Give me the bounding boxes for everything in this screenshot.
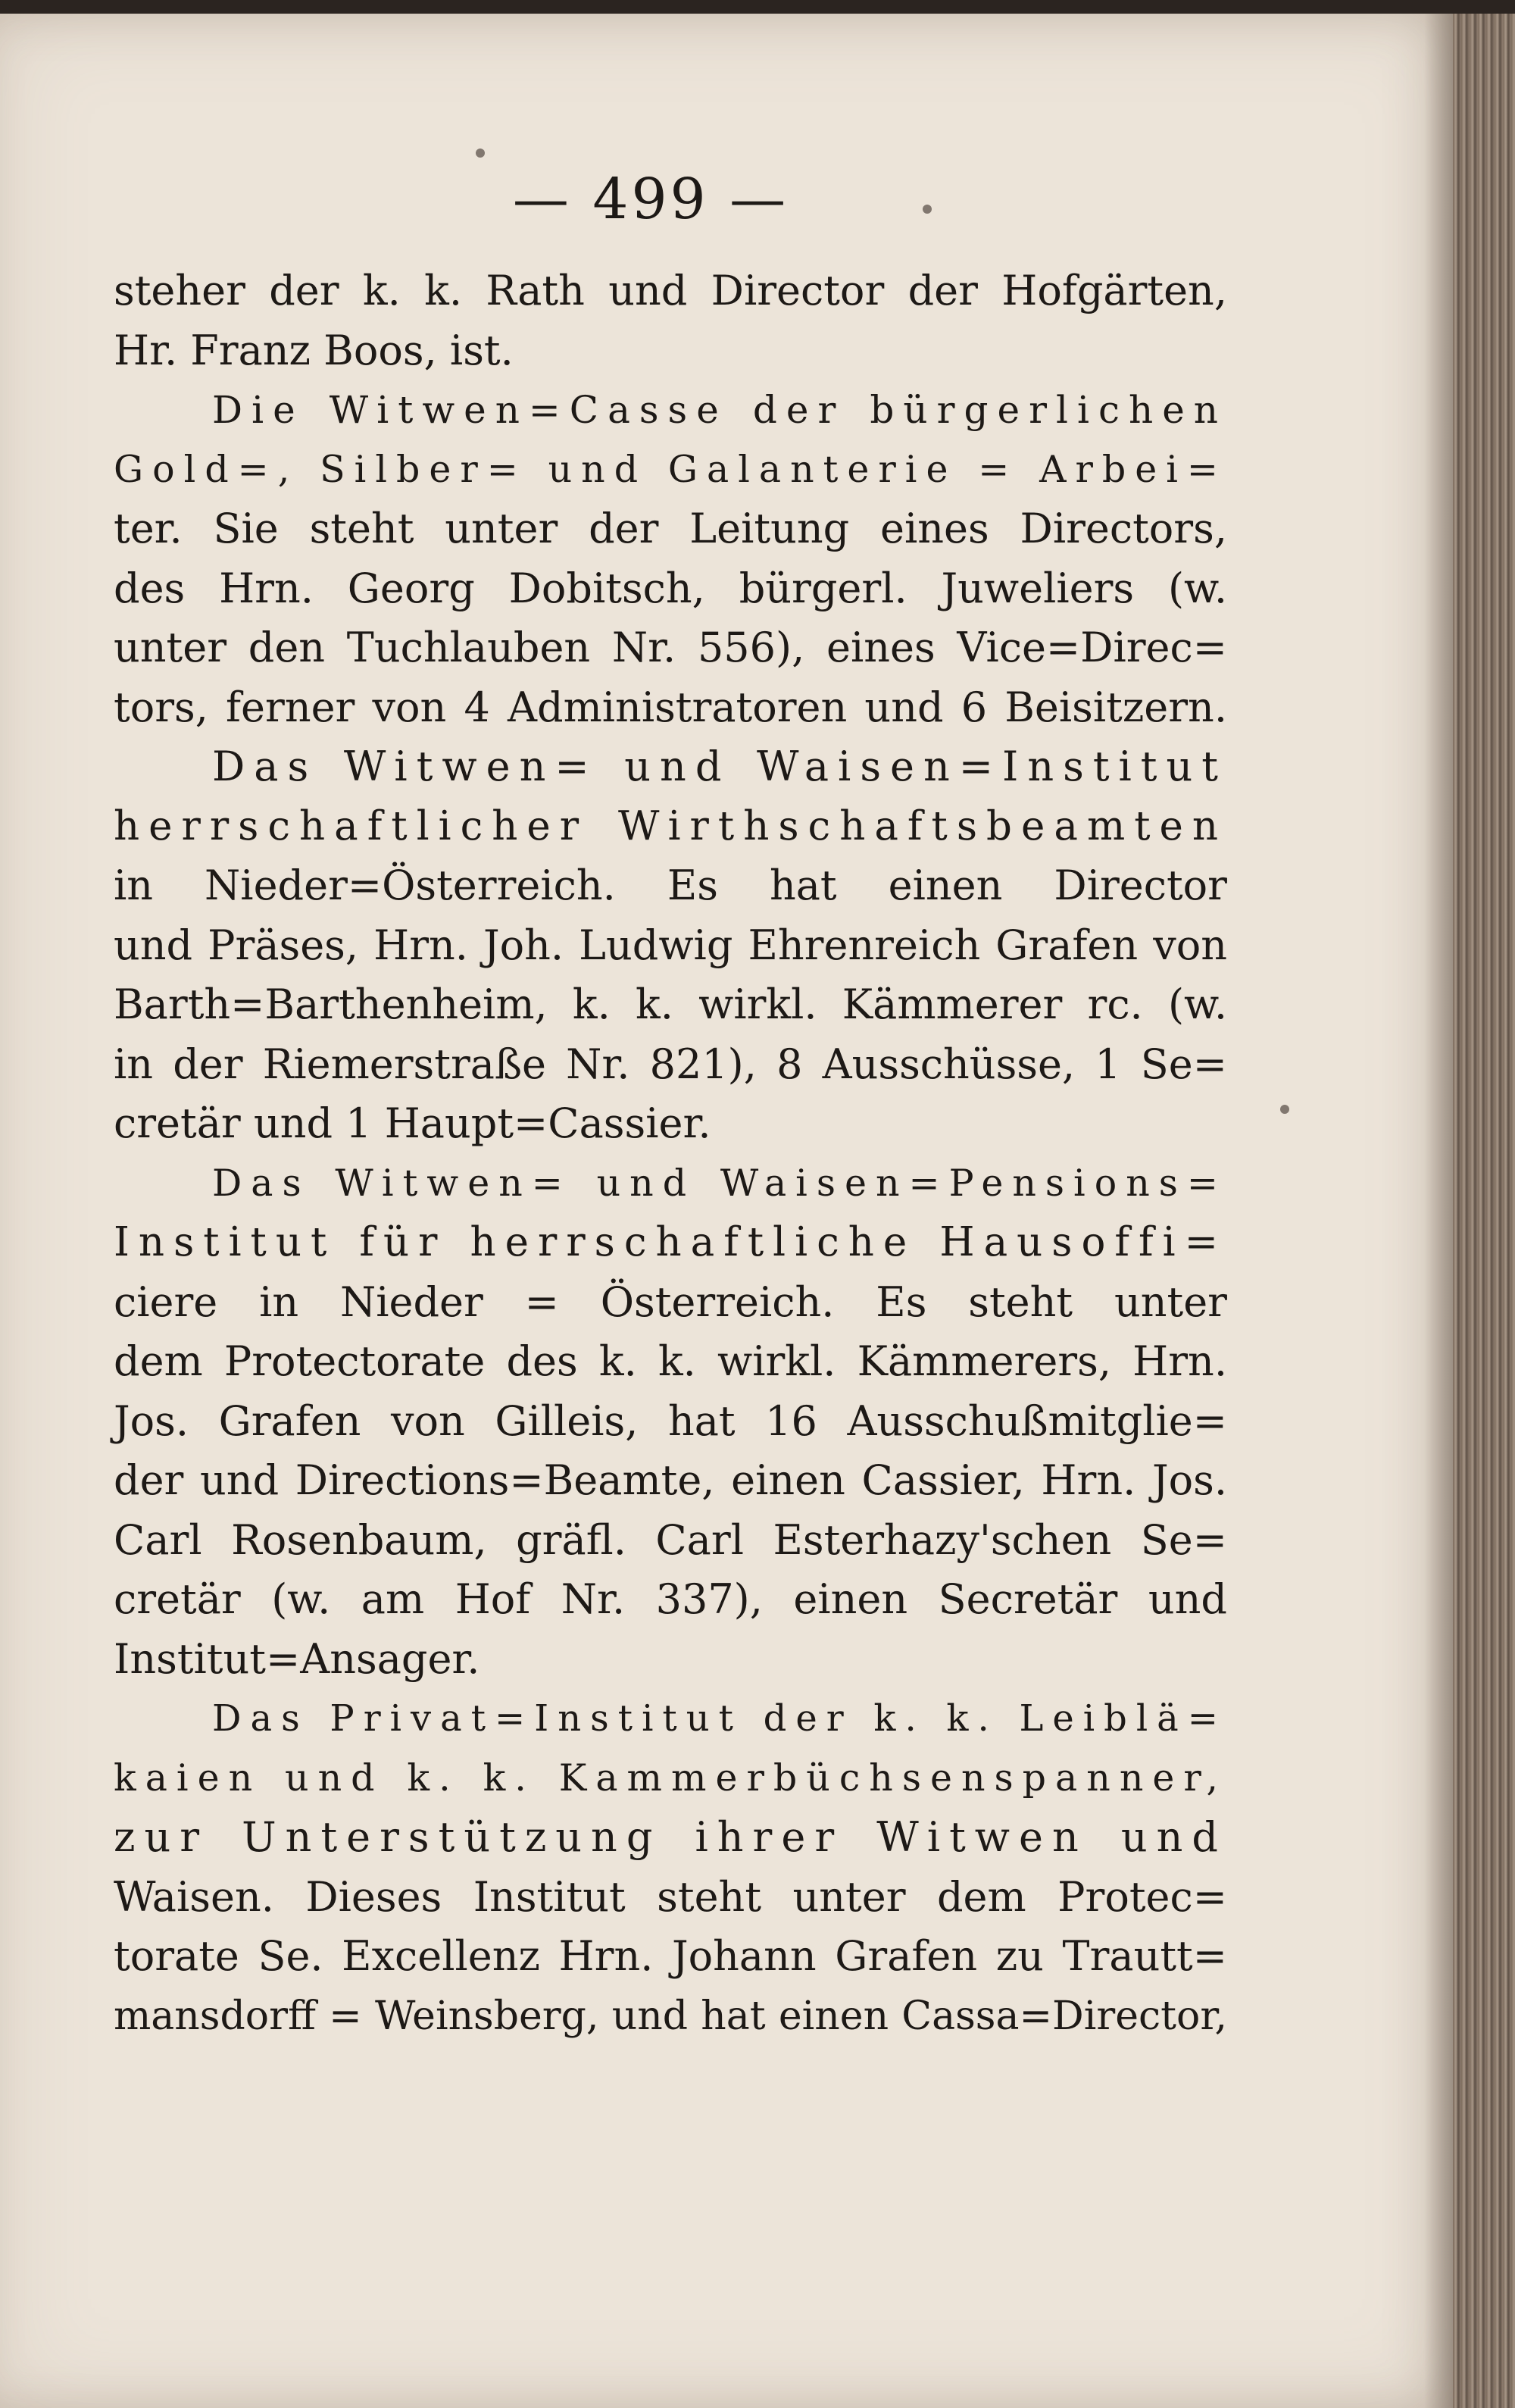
text-line: ciere in Nieder = Österreich. Es steht unter [114, 1277, 1227, 1326]
text-line: cretär und 1 Haupt=Cassier. [114, 1099, 711, 1147]
text-line: Institut für herrschaftliche Hausoffi= [114, 1219, 1227, 1265]
text-line: Das Witwen= und Waisen=Pensions= [212, 1161, 1227, 1205]
text-line: zur Unterstützung ihrer Witwen und [114, 1813, 1227, 1861]
text-line: herrschaftlicher Wirthschaftsbeamten [114, 802, 1227, 849]
page-number: — 499 — [512, 167, 789, 232]
text-line: torate Se. Excellenz Hrn. Johann Grafen zu Trautt= [114, 1932, 1227, 1980]
text-line: tors, ferner von 4 Administratoren und 6 Beisitzern. [114, 683, 1227, 731]
page-edges [1453, 14, 1515, 2408]
text-line: der und Directions=Beamte, einen Cassier, Hrn. Jos. [114, 1456, 1227, 1504]
text-line: Barth=Barthenheim, k. k. wirkl. Kämmerer rc. (w. [114, 980, 1227, 1028]
text-line: Carl Rosenbaum, gräfl. Carl Esterhazy'schen Se= [114, 1515, 1227, 1564]
text-line: unter den Tuchlauben Nr. 556), eines Vice=Direc= [114, 624, 1227, 671]
text-line: kaien und k. k. Kammerbüchsenspanner, [114, 1756, 1227, 1800]
text-line: in Nieder=Österreich. Es hat einen Director [114, 862, 1227, 909]
text-line: des Hrn. Georg Dobitsch, bürgerl. Juweliers (w. [114, 564, 1227, 612]
text-line: in der Riemerstraße Nr. 821), 8 Ausschüsse, 1 Se= [114, 1040, 1227, 1088]
ink-speck [923, 205, 932, 214]
text-line: steher der k. k. Rath und Director der Hofgärten, [114, 267, 1227, 314]
text-line: Das Witwen= und Waisen=Institut [212, 743, 1227, 790]
text-line: Hr. Franz Boos, ist. [114, 326, 514, 374]
text-line: und Präses, Hrn. Joh. Ludwig Ehrenreich Grafen von [114, 921, 1227, 969]
text-line: ter. Sie steht unter der Leitung eines Directors, [114, 505, 1227, 552]
body-text [114, 261, 1227, 2046]
text-line: cretär (w. am Hof Nr. 337), einen Secretär und [114, 1575, 1227, 1623]
text-line: dem Protectorate des k. k. wirkl. Kämmerers, Hrn. [114, 1337, 1227, 1385]
page-shadow [1424, 14, 1454, 2408]
text-line: Das Privat=Institut der k. k. Leiblä= [212, 1697, 1227, 1740]
text-line: Die Witwen=Casse der bürgerlichen [212, 388, 1227, 432]
text-line: Institut=Ansager. [114, 1634, 480, 1683]
text-line: Waisen. Dieses Institut steht unter dem Protec= [114, 1872, 1227, 1921]
text-line: Gold=, Silber= und Galanterie = Arbei= [114, 447, 1227, 491]
ink-speck [476, 149, 485, 158]
ink-speck [1280, 1105, 1289, 1114]
text-line: mansdorff = Weinsberg, und hat einen Cassa=Director, [114, 1993, 1227, 2039]
text-line: Jos. Grafen von Gilleis, hat 16 Ausschußmitglie= [114, 1396, 1227, 1445]
